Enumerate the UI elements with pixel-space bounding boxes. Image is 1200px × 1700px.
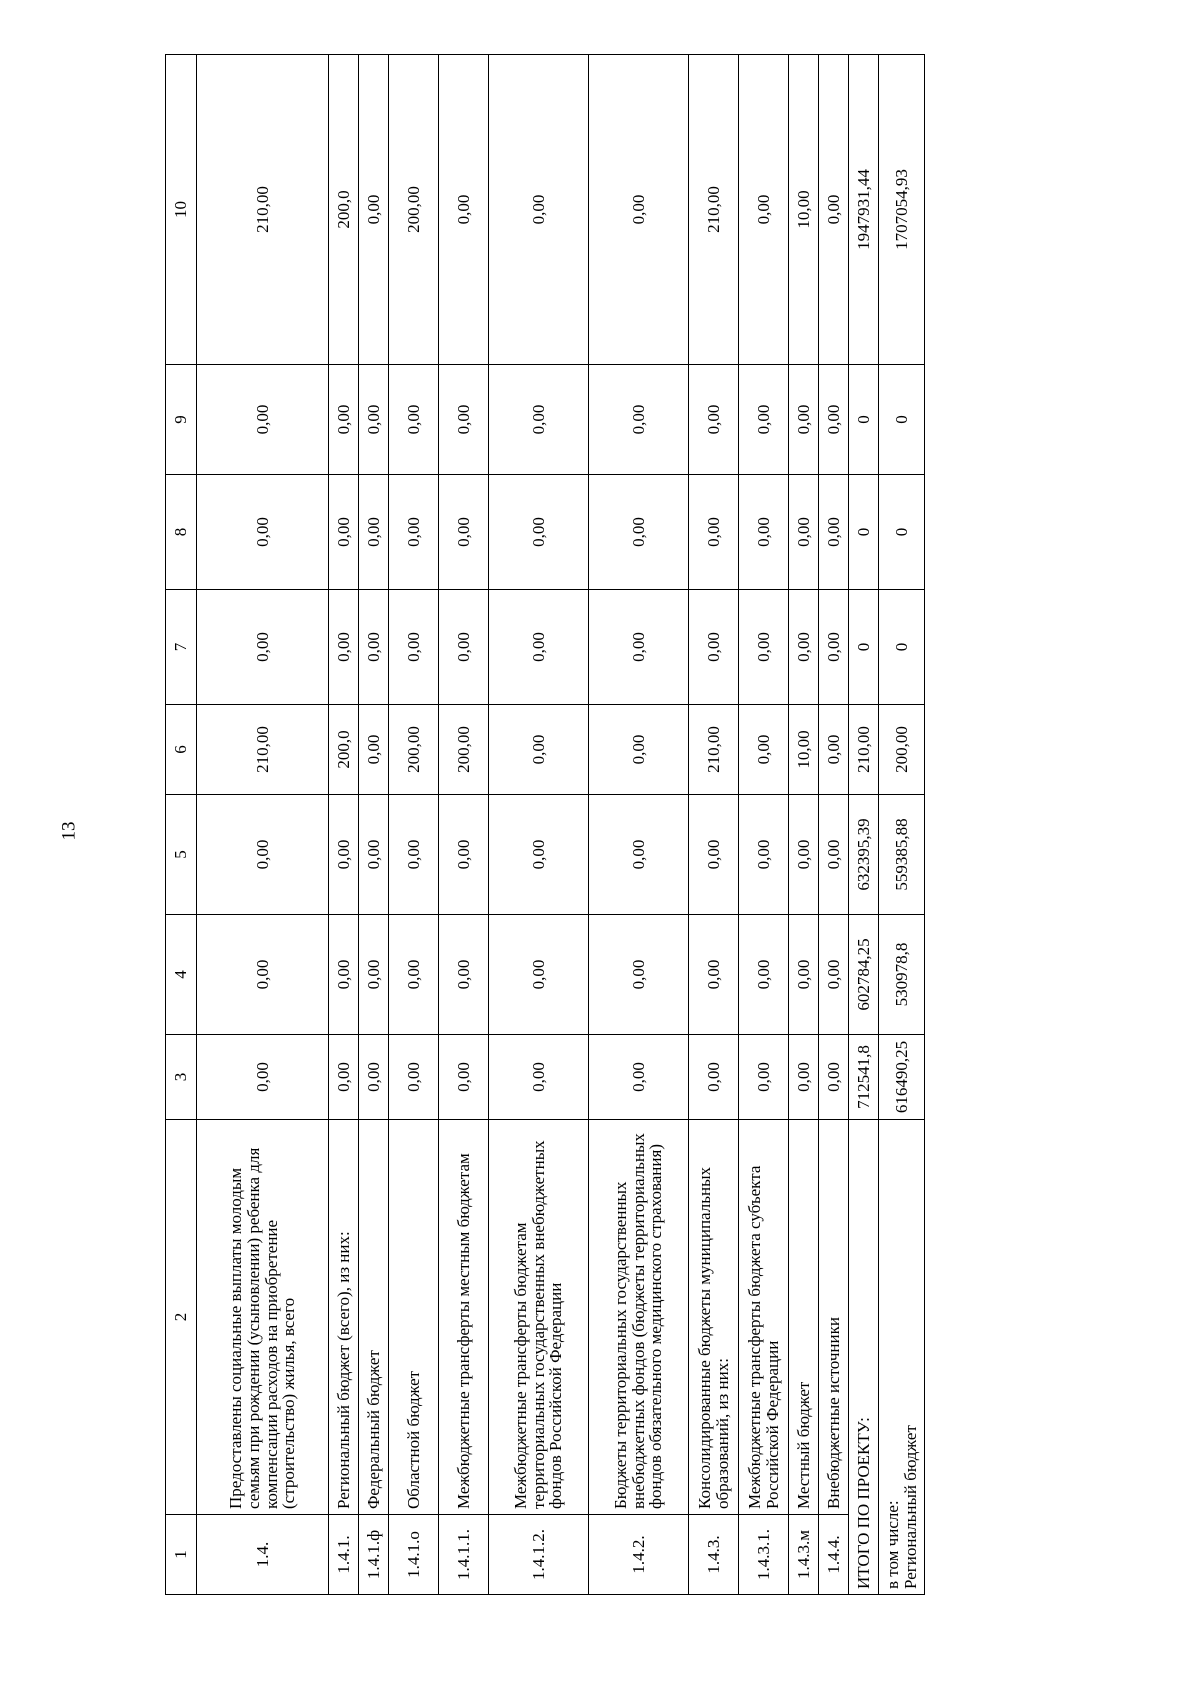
table-body	[197, 55, 925, 1595]
row-value-col-9: 0,00	[819, 365, 849, 475]
regional-value-col-10: 1707054,93	[879, 55, 925, 365]
table-row	[389, 55, 439, 1595]
row-value-col-6: 10,00	[789, 705, 819, 795]
row-value-col-5: 0,00	[819, 795, 849, 915]
row-value-col-4: 0,00	[789, 915, 819, 1035]
row-value-col-3: 0,00	[439, 1035, 489, 1120]
row-value-col-8: 0,00	[489, 475, 589, 590]
row-value-col-7: 0,00	[359, 590, 389, 705]
row-code: 1.4.1.о	[389, 1515, 439, 1595]
row-value-col-9: 0,00	[439, 365, 489, 475]
row-value-col-7: 0,00	[197, 590, 329, 705]
row-value-col-10: 200,0	[329, 55, 359, 365]
column-header-2: 2	[166, 1120, 197, 1515]
row-value-col-6: 200,00	[439, 705, 489, 795]
column-header-7: 7	[166, 590, 197, 705]
row-value-col-6: 200,0	[329, 705, 359, 795]
row-value-col-5: 0,00	[739, 795, 789, 915]
row-value-col-6: 0,00	[819, 705, 849, 795]
row-value-col-3: 0,00	[329, 1035, 359, 1120]
row-value-col-3: 0,00	[389, 1035, 439, 1120]
row-value-col-3: 0,00	[789, 1035, 819, 1120]
row-value-col-10: 0,00	[489, 55, 589, 365]
row-value-col-8: 0,00	[359, 475, 389, 590]
row-code: 1.4.1.1.	[439, 1515, 489, 1595]
regional-value-col-7: 0	[879, 590, 925, 705]
column-header-1: 1	[166, 1515, 197, 1595]
row-value-col-10: 0,00	[439, 55, 489, 365]
row-value-col-10: 0,00	[819, 55, 849, 365]
page-number: 13	[58, 821, 80, 841]
regional-value-col-3: 616490,25	[879, 1035, 925, 1120]
row-value-col-7: 0,00	[389, 590, 439, 705]
total-label: ИТОГО ПО ПРОЕКТУ:	[849, 1120, 879, 1595]
row-value-col-3: 0,00	[819, 1035, 849, 1120]
row-value-col-5: 0,00	[197, 795, 329, 915]
row-value-col-10: 210,00	[689, 55, 739, 365]
regional-value-col-5: 559385,88	[879, 795, 925, 915]
total-value-col-4: 602784,25	[849, 915, 879, 1035]
row-value-col-4: 0,00	[819, 915, 849, 1035]
row-value-col-6: 210,00	[197, 705, 329, 795]
total-value-col-9: 0	[849, 365, 879, 475]
table-row	[789, 55, 819, 1595]
row-code: 1.4.1.	[329, 1515, 359, 1595]
row-value-col-6: 0,00	[359, 705, 389, 795]
regional-label: в том числе: Региональный бюджет	[879, 1120, 925, 1595]
table-row	[589, 55, 689, 1595]
row-value-col-4: 0,00	[589, 915, 689, 1035]
row-value-col-7: 0,00	[589, 590, 689, 705]
row-value-col-7: 0,00	[789, 590, 819, 705]
row-value-col-4: 0,00	[439, 915, 489, 1035]
regional-value-col-6: 200,00	[879, 705, 925, 795]
total-value-col-7: 0	[849, 590, 879, 705]
row-code: 1.4.3.	[689, 1515, 739, 1595]
row-value-col-9: 0,00	[789, 365, 819, 475]
row-value-col-7: 0,00	[439, 590, 489, 705]
row-value-col-9: 0,00	[197, 365, 329, 475]
table-row	[439, 55, 489, 1595]
total-value-col-5: 632395,39	[849, 795, 879, 915]
row-value-col-7: 0,00	[689, 590, 739, 705]
column-header-6: 6	[166, 705, 197, 795]
row-value-col-4: 0,00	[197, 915, 329, 1035]
row-description: Межбюджетные трансферты бюджетам территориальных государственных внебюджетных фондов Российской Федерации	[489, 1120, 589, 1515]
row-value-col-3: 0,00	[197, 1035, 329, 1120]
table-row	[197, 55, 329, 1595]
row-value-col-8: 0,00	[689, 475, 739, 590]
row-value-col-8: 0,00	[197, 475, 329, 590]
row-value-col-5: 0,00	[589, 795, 689, 915]
row-code: 1.4.3.м	[789, 1515, 819, 1595]
row-value-col-10: 210,00	[197, 55, 329, 365]
row-description: Внебюджетные источники	[819, 1120, 849, 1515]
regional-value-col-8: 0	[879, 475, 925, 590]
row-value-col-10: 0,00	[739, 55, 789, 365]
row-value-col-3: 0,00	[589, 1035, 689, 1120]
row-value-col-5: 0,00	[489, 795, 589, 915]
row-value-col-8: 0,00	[439, 475, 489, 590]
row-value-col-4: 0,00	[359, 915, 389, 1035]
row-code: 1.4.1.2.	[489, 1515, 589, 1595]
row-value-col-3: 0,00	[739, 1035, 789, 1120]
table-row	[359, 55, 389, 1595]
row-code: 1.4.	[197, 1515, 329, 1595]
header-row	[166, 55, 197, 1595]
row-value-col-8: 0,00	[789, 475, 819, 590]
row-value-col-5: 0,00	[689, 795, 739, 915]
row-value-col-10: 10,00	[789, 55, 819, 365]
row-description: Областной бюджет	[389, 1120, 439, 1515]
total-value-col-10: 1947931,44	[849, 55, 879, 365]
table-row	[329, 55, 359, 1595]
row-value-col-4: 0,00	[739, 915, 789, 1035]
row-value-col-9: 0,00	[489, 365, 589, 475]
total-value-col-3: 712541,8	[849, 1035, 879, 1120]
row-value-col-9: 0,00	[329, 365, 359, 475]
row-value-col-6: 0,00	[489, 705, 589, 795]
row-value-col-9: 0,00	[389, 365, 439, 475]
row-value-col-10: 200,00	[389, 55, 439, 365]
row-value-col-10: 0,00	[589, 55, 689, 365]
column-header-4: 4	[166, 915, 197, 1035]
row-code: 1.4.1.ф	[359, 1515, 389, 1595]
row-value-col-3: 0,00	[489, 1035, 589, 1120]
row-value-col-5: 0,00	[359, 795, 389, 915]
row-value-col-3: 0,00	[689, 1035, 739, 1120]
row-value-col-5: 0,00	[439, 795, 489, 915]
row-value-col-8: 0,00	[589, 475, 689, 590]
row-code: 1.4.3.1.	[739, 1515, 789, 1595]
column-header-5: 5	[166, 795, 197, 915]
row-value-col-6: 0,00	[589, 705, 689, 795]
row-value-col-8: 0,00	[329, 475, 359, 590]
row-value-col-6: 0,00	[739, 705, 789, 795]
row-value-col-8: 0,00	[739, 475, 789, 590]
row-value-col-7: 0,00	[329, 590, 359, 705]
row-value-col-6: 200,00	[389, 705, 439, 795]
row-value-col-7: 0,00	[739, 590, 789, 705]
row-value-col-4: 0,00	[329, 915, 359, 1035]
row-code: 1.4.2.	[589, 1515, 689, 1595]
row-value-col-4: 0,00	[389, 915, 439, 1035]
row-value-col-7: 0,00	[489, 590, 589, 705]
table-row	[819, 55, 849, 1595]
row-code: 1.4.4.	[819, 1515, 849, 1595]
row-value-col-10: 0,00	[359, 55, 389, 365]
column-header-3: 3	[166, 1035, 197, 1120]
row-value-col-3: 0,00	[359, 1035, 389, 1120]
regional-row	[879, 55, 925, 1595]
row-value-col-6: 210,00	[689, 705, 739, 795]
column-header-10: 10	[166, 55, 197, 365]
row-value-col-9: 0,00	[359, 365, 389, 475]
rotated-page	[165, 55, 1200, 1595]
row-description: Предоставлены социальные выплаты молодым семьям при рождении (усыновлении) ребенка для компенсации расходов на приобретение (строительство) жилья, всего	[197, 1120, 329, 1515]
row-value-col-9: 0,00	[689, 365, 739, 475]
row-value-col-8: 0,00	[389, 475, 439, 590]
column-header-8: 8	[166, 475, 197, 590]
row-description: Федеральный бюджет	[359, 1120, 389, 1515]
row-value-col-5: 0,00	[329, 795, 359, 915]
row-value-col-9: 0,00	[589, 365, 689, 475]
total-row	[849, 55, 879, 1595]
column-header-9: 9	[166, 365, 197, 475]
row-value-col-7: 0,00	[819, 590, 849, 705]
total-value-col-8: 0	[849, 475, 879, 590]
total-value-col-6: 210,00	[849, 705, 879, 795]
table-row	[489, 55, 589, 1595]
row-description: Бюджеты территориальных государственных внебюджетных фондов (бюджеты территориальных фондов обязательного медицинского страхования)	[589, 1120, 689, 1515]
regional-value-col-4: 530978,8	[879, 915, 925, 1035]
row-value-col-9: 0,00	[739, 365, 789, 475]
regional-value-col-9: 0	[879, 365, 925, 475]
row-value-col-4: 0,00	[689, 915, 739, 1035]
row-value-col-4: 0,00	[489, 915, 589, 1035]
row-description: Межбюджетные трансферты бюджета субъекта Российской Федерации	[739, 1120, 789, 1515]
row-value-col-5: 0,00	[389, 795, 439, 915]
row-description: Региональный бюджет (всего), из них:	[329, 1120, 359, 1515]
row-description: Консолидированные бюджеты муниципальных образований, из них:	[689, 1120, 739, 1515]
row-description: Местный бюджет	[789, 1120, 819, 1515]
row-value-col-5: 0,00	[789, 795, 819, 915]
table-row	[689, 55, 739, 1595]
budget-table	[165, 54, 925, 1595]
row-description: Межбюджетные трансферты местным бюджетам	[439, 1120, 489, 1515]
table-row	[739, 55, 789, 1595]
row-value-col-8: 0,00	[819, 475, 849, 590]
